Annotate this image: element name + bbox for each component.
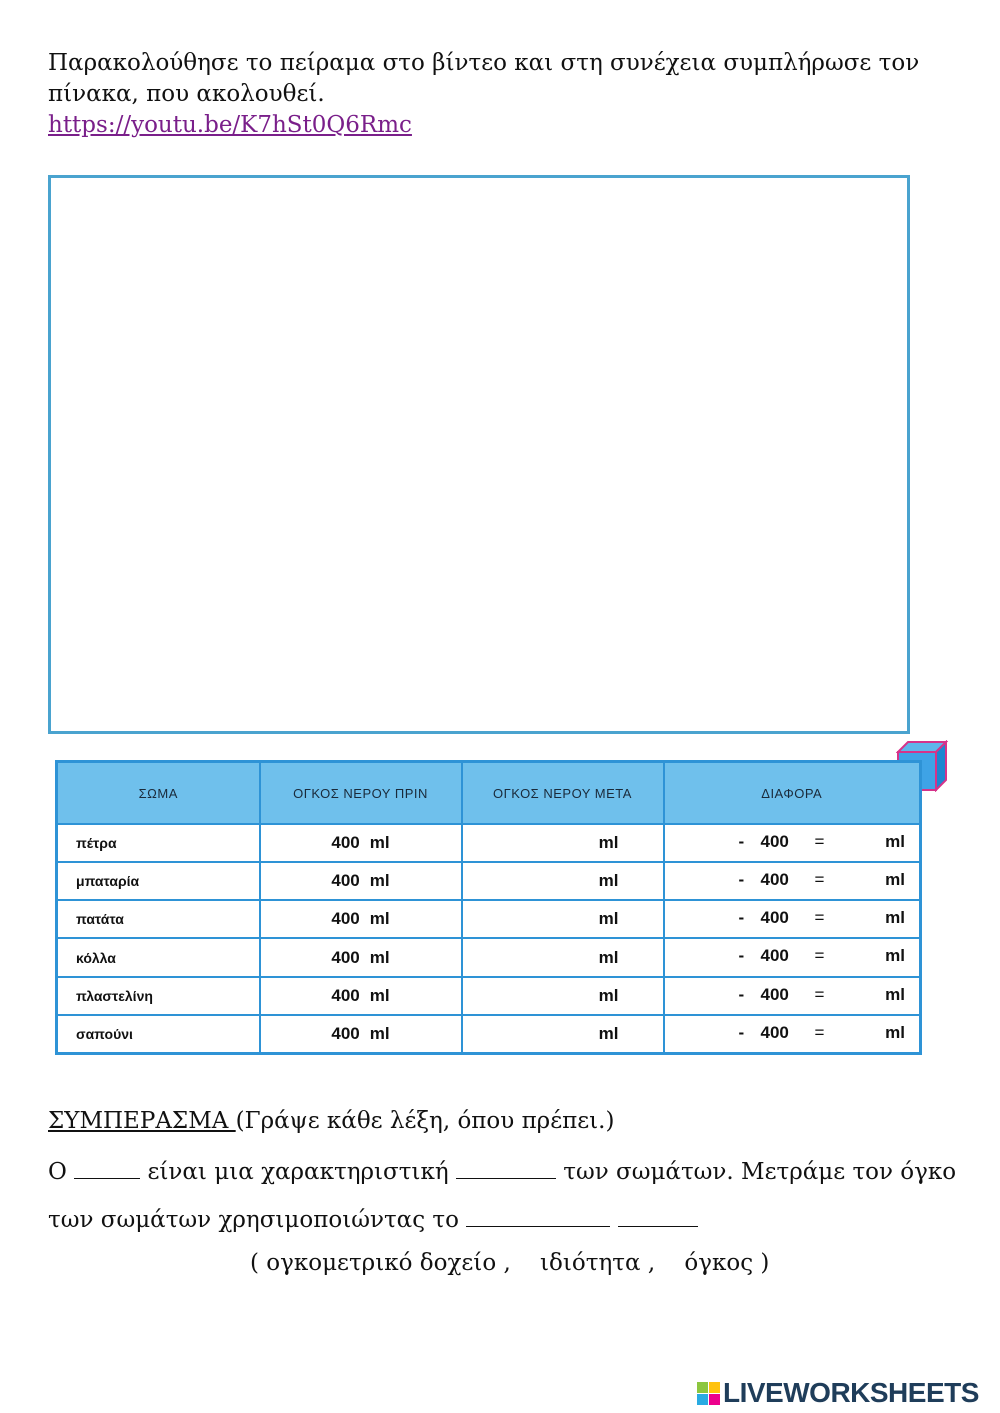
difference-cell[interactable]: - 400 = ml xyxy=(664,824,921,862)
blank-field-4[interactable] xyxy=(618,1204,698,1227)
volume-before: 400 ml xyxy=(260,862,462,900)
conclusion-heading-line xyxy=(48,1108,614,1134)
table-row xyxy=(57,938,921,976)
volume-before: 400 ml xyxy=(260,1015,462,1054)
volume-after-field[interactable]: ml xyxy=(462,862,664,900)
sentence-line-1: Ο είναι μια χαρακτηριστική των σωμάτων. Μετράμε τον όγκο xyxy=(48,1156,956,1185)
instruction-line-2: πίνακα, που ακολουθεί. xyxy=(48,81,325,107)
volume-table xyxy=(55,760,922,1055)
volume-after-field[interactable]: ml xyxy=(462,900,664,938)
sentence-line-2: των σωμάτων χρησιμοποιώντας το xyxy=(48,1204,698,1233)
difference-cell[interactable]: - 400 = ml xyxy=(664,977,921,1015)
header-volume-after: ΟΓΚΟΣ ΝΕΡΟΥ ΜΕΤΑ xyxy=(462,762,664,825)
volume-after-field[interactable]: ml xyxy=(462,824,664,862)
object-name: πατάτα xyxy=(57,900,260,938)
table-header-row xyxy=(57,762,921,825)
object-name: κόλλα xyxy=(57,938,260,976)
conclusion-instruction: (Γράψε κάθε λέξη, όπου πρέπει.) xyxy=(235,1108,615,1134)
volume-after-field[interactable]: ml xyxy=(462,938,664,976)
difference-cell[interactable]: - 400 = ml xyxy=(664,900,921,938)
object-name: μπαταρία xyxy=(57,862,260,900)
volume-before: 400 ml xyxy=(260,824,462,862)
difference-cell[interactable]: - 400 = ml xyxy=(664,938,921,976)
table-row xyxy=(57,862,921,900)
object-name: πλαστελίνη xyxy=(57,977,260,1015)
volume-after-field[interactable]: ml xyxy=(462,1015,664,1054)
volume-before: 400 ml xyxy=(260,938,462,976)
object-name: σαπούνι xyxy=(57,1015,260,1054)
blank-field-1[interactable] xyxy=(74,1156,140,1179)
table-row xyxy=(57,824,921,862)
blank-field-3[interactable] xyxy=(466,1204,610,1227)
table-row xyxy=(57,1015,921,1054)
volume-after-field[interactable]: ml xyxy=(462,977,664,1015)
volume-before: 400 ml xyxy=(260,977,462,1015)
difference-cell[interactable]: - 400 = ml xyxy=(664,862,921,900)
word-options: ( ογκομετρικό δοχείο , ιδιότητα , όγκος ) xyxy=(250,1250,770,1276)
brand-name: LIVEWORKSHEETS xyxy=(723,1377,979,1408)
header-difference: ΔΙΑΦΟΡΑ xyxy=(664,762,921,825)
difference-cell[interactable]: - 400 = ml xyxy=(664,1015,921,1054)
object-name: πέτρα xyxy=(57,824,260,862)
volume-before: 400 ml xyxy=(260,900,462,938)
video-embed-frame[interactable] xyxy=(48,175,910,734)
logo-blocks-icon xyxy=(697,1382,720,1405)
header-volume-before: ΟΓΚΟΣ ΝΕΡΟΥ ΠΡΙΝ xyxy=(260,762,462,825)
table-row xyxy=(57,977,921,1015)
table-row xyxy=(57,900,921,938)
blank-field-2[interactable] xyxy=(456,1156,556,1179)
liveworksheets-logo xyxy=(697,1378,979,1408)
header-body: ΣΩΜΑ xyxy=(57,762,260,825)
instructions xyxy=(48,48,948,141)
conclusion-heading: ΣΥΜΠΕΡΑΣΜΑ xyxy=(48,1108,236,1134)
video-link[interactable]: https://youtu.be/K7hSt0Q6Rmc xyxy=(48,112,412,138)
instruction-line-1: Παρακολούθησε το πείραμα στο βίντεο και στη συνέχεια συμπλήρωσε τον xyxy=(48,50,920,76)
